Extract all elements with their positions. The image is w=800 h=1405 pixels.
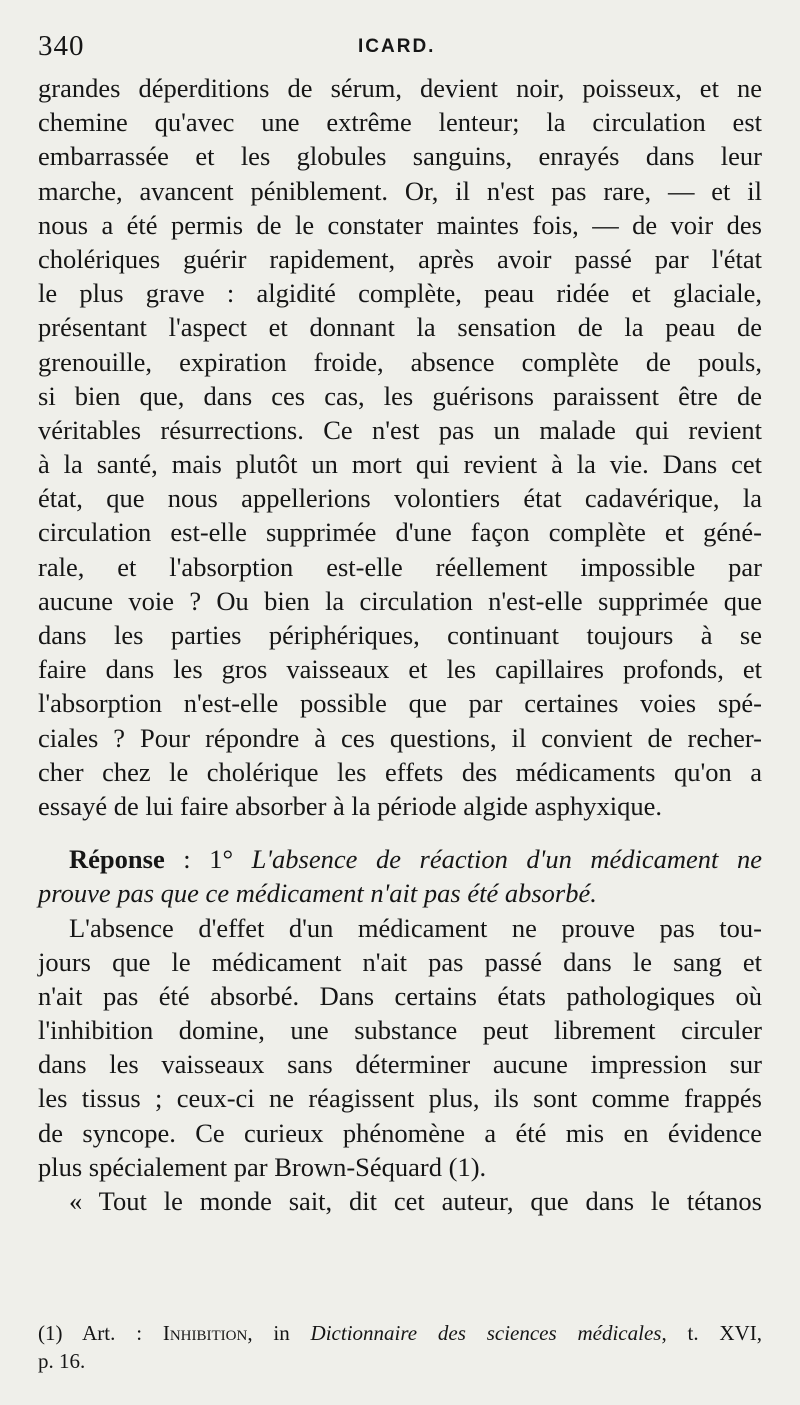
- text-line: l'inhibition domine, une substance peut librement circuler: [38, 1015, 762, 1046]
- footnote-term: Inhibition: [162, 1321, 248, 1345]
- page-number: 340: [38, 30, 85, 62]
- footnote-line-1: [38, 1319, 762, 1347]
- response-label: Réponse: [69, 844, 165, 875]
- text-line: le plus grave : algidité complète, peau ridée et glaciale,: [38, 278, 762, 309]
- footnote-tail: , t. XVI,: [661, 1321, 762, 1345]
- response-number: : 1°: [164, 844, 252, 875]
- response-italic-2: prouve pas que ce médicament n'ait pas été absorbé.: [38, 878, 597, 909]
- text-line: plus spécialement par Brown-Séquard (1).: [38, 1151, 487, 1182]
- text-line: « Tout le monde sait, dit cet auteur, que dans le tétanos: [69, 1186, 762, 1216]
- paragraph-2: [38, 911, 762, 1219]
- text-line: marche, avancent péniblement. Or, il n'est pas rare, — et il: [38, 175, 762, 206]
- text-line: L'absence d'effet d'un médicament ne prouve pas tou-: [69, 912, 762, 943]
- text-line: véritables résurrections. Ce n'est pas un malade qui revient: [38, 414, 762, 445]
- text-line: cholériques guérir rapidement, après avoir passé par l'état: [38, 243, 762, 274]
- text-line: dans les parties périphériques, continuant toujours à se: [38, 620, 762, 650]
- text-line: circulation est-elle supprimée d'une façon complète et géné-: [38, 517, 762, 548]
- footnote-mid: , in: [247, 1321, 311, 1345]
- running-title: ICARD.: [358, 36, 436, 57]
- text-line: de syncope. Ce curieux phénomène a été mis en évidence: [38, 1117, 762, 1148]
- response-heading: [38, 842, 762, 910]
- text-line: ciales ? Pour répondre à ces questions, il convient de recher-: [38, 722, 762, 753]
- footnote: [38, 1319, 762, 1375]
- page-header: [38, 30, 762, 66]
- footnote-marker: (1) Art. :: [38, 1321, 163, 1345]
- text-line: à la santé, mais plutôt un mort qui revient à la vie. Dans cet: [38, 449, 762, 480]
- text-line: dans les vaisseaux sans déterminer aucune impression sur: [38, 1049, 762, 1080]
- section-gap: [38, 823, 762, 842]
- text-line: nous a été permis de le constater maintes fois, — de voir des: [38, 209, 762, 240]
- response-italic-1: L'absence de réaction d'un médicament ne: [251, 844, 763, 875]
- footnote-line-2: p. 16.: [38, 1349, 86, 1373]
- text-line: présentant l'aspect et donnant la sensation de la peau de: [38, 312, 762, 343]
- text-line: cher chez le cholérique les effets des médicaments qu'on a: [38, 756, 762, 787]
- text-line: grenouille, expiration froide, absence complète de pouls,: [38, 346, 762, 377]
- text-line: embarrassée et les globules sanguins, enrayés dans leur: [38, 141, 762, 172]
- text-line: grandes déperditions de sérum, devient noir, poisseux, et ne: [38, 73, 762, 103]
- page-body: [38, 71, 762, 1218]
- text-line: l'absorption n'est-elle possible que par certaines voies spé-: [38, 688, 762, 719]
- response-line: [38, 842, 762, 876]
- paragraph-1: [38, 71, 762, 823]
- text-line: état, que nous appellerions volontiers état cadavérique, la: [38, 483, 762, 514]
- text-line: jours que le médicament n'ait pas passé dans le sang et: [38, 946, 762, 977]
- footnote-source: Dictionnaire des sciences médicales: [310, 1321, 662, 1345]
- text-line: si bien que, dans ces cas, les guérisons paraissent être de: [38, 380, 762, 411]
- text-line: n'ait pas été absorbé. Dans certains états pathologiques où: [38, 980, 762, 1011]
- text-line: chemine qu'avec une extrême lenteur; la circulation est: [38, 107, 762, 138]
- text-line: rale, et l'absorption est-elle réellement impossible par: [38, 551, 762, 582]
- text-line: essayé de lui faire absorber à la période algide asphyxique.: [38, 790, 662, 821]
- text-line: aucune voie ? Ou bien la circulation n'est-elle supprimée que: [38, 585, 762, 616]
- text-line: faire dans les gros vaisseaux et les capillaires profonds, et: [38, 654, 762, 685]
- text-line: les tissus ; ceux-ci ne réagissent plus, ils sont comme frappés: [38, 1083, 762, 1114]
